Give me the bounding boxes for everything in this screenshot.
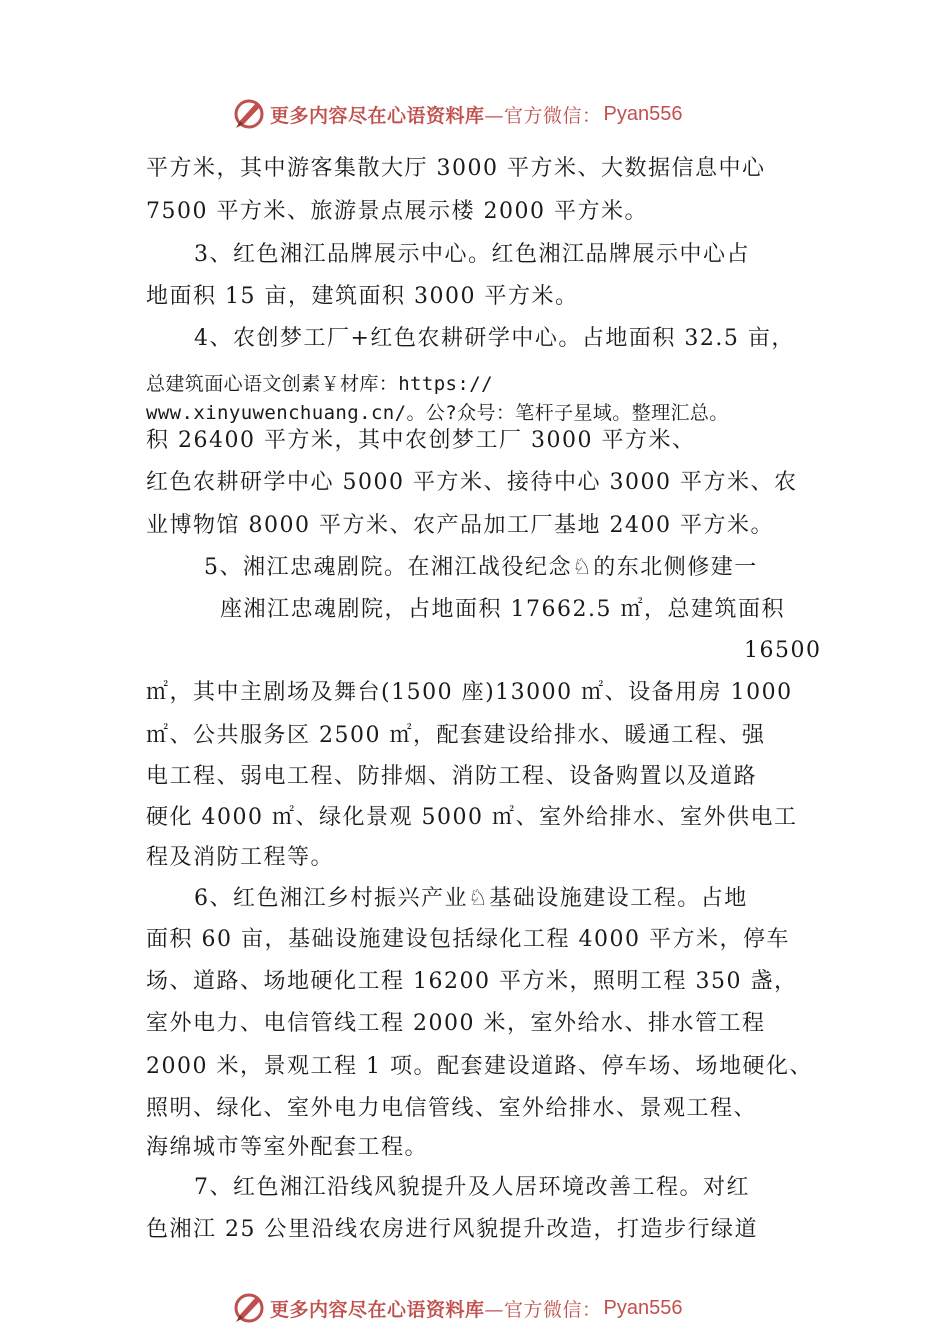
text-line: 程及消防工程等。 [146,845,335,870]
text-line: 座湘江忠魂剧院，占地面积 17662.5 ㎡，总建筑面积 [220,597,785,622]
banner-wechat-label: —官方微信： [484,104,602,127]
pen-logo-icon [232,97,266,131]
text-line: ㎡，其中主剧场及舞台(1500 座)13000 ㎡、设备用房 1000 [146,680,793,705]
text-line: 3、红色湘江品牌展示中心。红色湘江品牌展示中心占 [194,242,750,267]
text-line: 红色农耕研学中心 5000 平方米、接待中心 3000 平方米、农 [146,470,798,495]
pen-logo-icon [232,1291,266,1325]
text-line: 室外电力、电信管线工程 2000 米，室外给水、排水管工程 [146,1011,766,1036]
watermark-line: 总建筑面心语文创素￥材库：https:// [146,373,493,395]
text-line: 5、湘江忠魂剧院。在湘江战役纪念♘的东北侧修建一 [204,555,758,580]
text-line: 7500 平方米、旅游景点展示楼 2000 平方米。 [146,199,648,224]
text-line: 16500 [744,638,822,663]
text-line: 业博物馆 8000 平方米、农产品加工厂基地 2400 平方米。 [146,513,774,538]
header-banner [232,96,683,132]
text-line: 电工程、弱电工程、防排烟、消防工程、设备购置以及道路 [146,764,758,789]
banner-wechat-label: —官方微信： [484,1298,602,1321]
text-line: 场、道路、场地硬化工程 16200 平方米，照明工程 350 盏， [146,969,798,994]
text-line: 色湘江 25 公里沿线农房进行风貌提升改造，打造步行绿道 [146,1217,758,1242]
banner-wechat-id: Pyan556 [603,102,683,125]
banner-wechat-id: Pyan556 [603,1296,683,1319]
text-line: 硬化 4000 ㎡、绿化景观 5000 ㎡、室外给排水、室外供电工 [146,805,798,830]
text-line: 6、红色湘江乡村振兴产业♘基础设施建设工程。占地 [194,886,748,911]
banner-title: 更多内容尽在心语资料库 [270,1298,485,1321]
text-line: 面积 60 亩，基础设施建设包括绿化工程 4000 平方米，停车 [146,927,790,952]
text-line: 积 26400 平方米，其中农创梦工厂 3000 平方米、 [146,428,696,453]
text-line: 照明、绿化、室外电力电信管线、室外给排水、景观工程、 [146,1096,758,1121]
footer-banner [232,1290,683,1326]
text-line: 4、农创梦工厂+红色农耕研学中心。占地面积 32.5 亩， [194,326,795,351]
text-line: 平方米，其中游客集散大厅 3000 平方米、大数据信息中心 [146,156,766,181]
text-line: 2000 米，景观工程 1 项。配套建设道路、停车场、场地硬化、 [146,1054,813,1079]
text-line: 地面积 15 亩，建筑面积 3000 平方米。 [146,284,579,309]
watermark-line: www.xinyuwenchuang.cn/。公?众号：笔杆子星域。整理汇总。 [146,402,729,424]
banner-title: 更多内容尽在心语资料库 [270,104,485,127]
text-line: ㎡、公共服务区 2500 ㎡，配套建设给排水、暖通工程、强 [146,723,766,748]
text-line: 7、红色湘江沿线风貌提升及人居环境改善工程。对红 [194,1175,750,1200]
text-line: 海绵城市等室外配套工程。 [146,1135,429,1160]
